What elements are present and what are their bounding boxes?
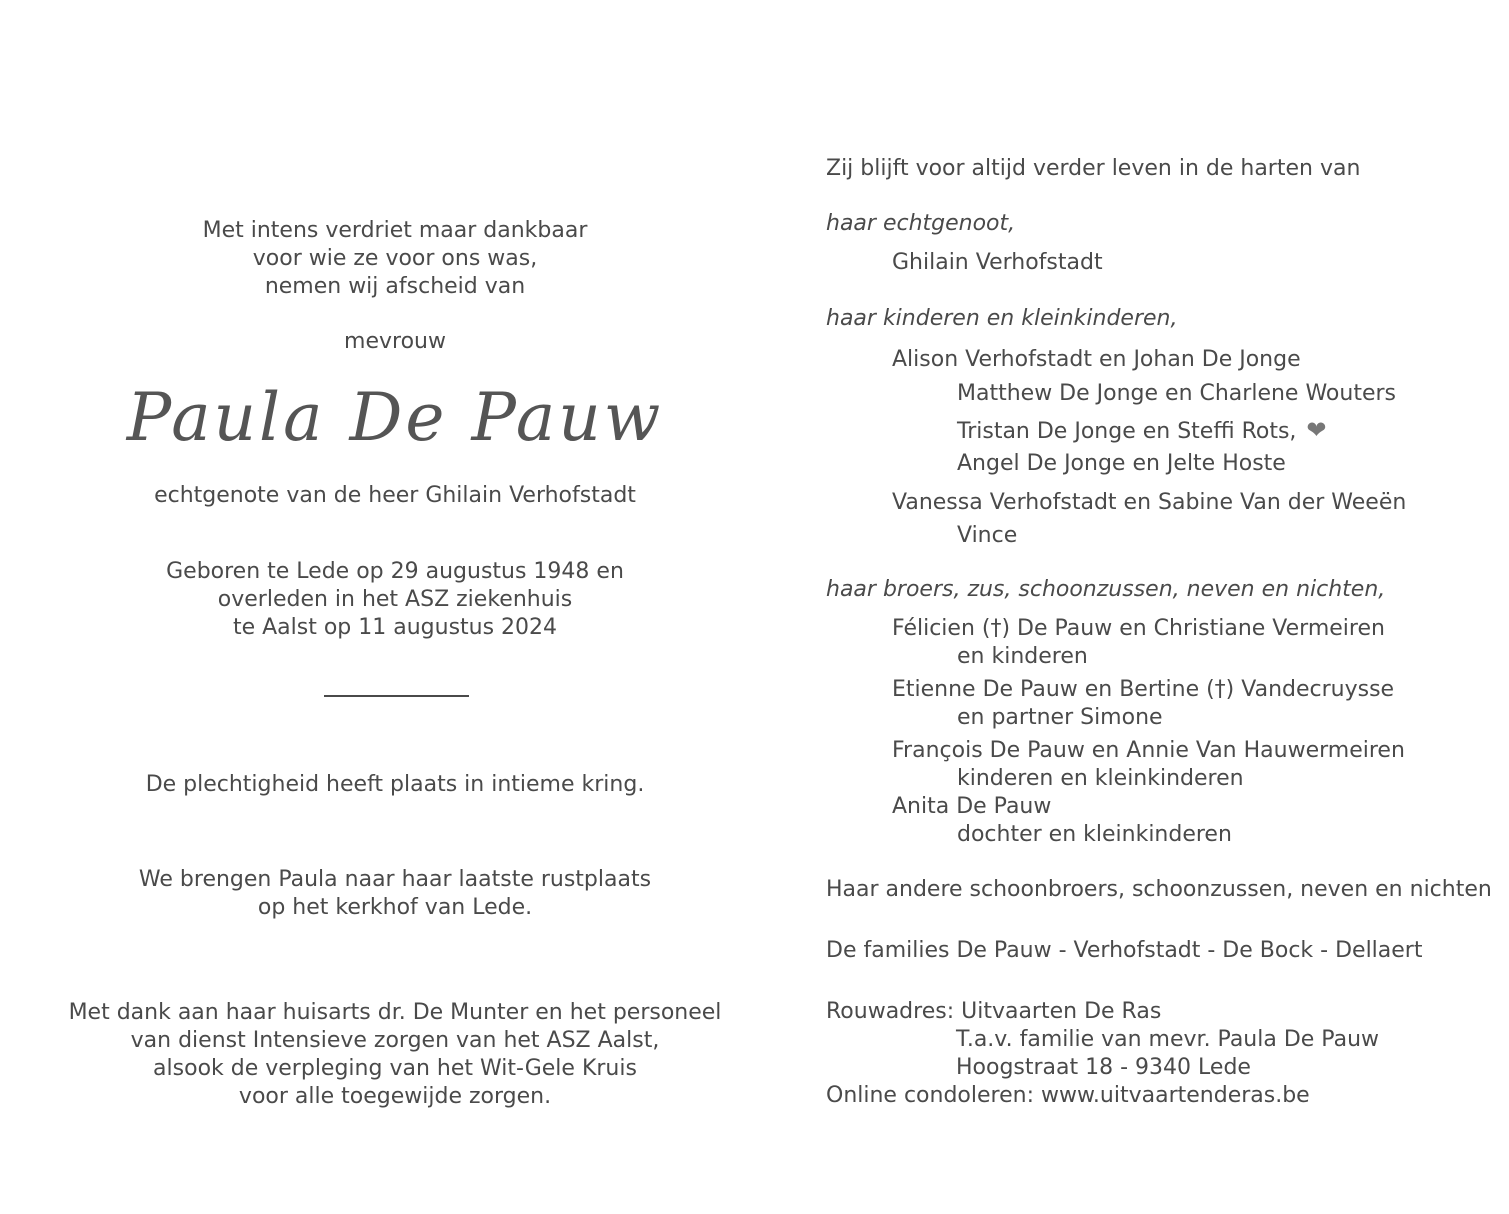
child-line: Vanessa Verhofstadt en Sabine Van der Weeën	[892, 490, 1407, 515]
sibling-subline: en partner Simone	[957, 705, 1163, 730]
sibling-subline: dochter en kleinkinderen	[957, 822, 1232, 847]
rest-line: op het kerkhof van Lede.	[257, 895, 533, 920]
thanks-line: voor alle toegewijde zorgen.	[238, 1084, 552, 1109]
sibling-line: Anita De Pauw	[892, 794, 1052, 819]
families-line: De families De Pauw - Verhofstadt - De Bock - Dellaert	[826, 938, 1423, 963]
online-condolence: Online condoleren: www.uitvaartenderas.be	[826, 1083, 1310, 1108]
intro-line: voor wie ze voor ons was,	[252, 246, 538, 271]
sibling-subline: en kinderen	[957, 644, 1088, 669]
sibling-line: Félicien (†) De Pauw en Christiane Vermeiren	[892, 616, 1385, 641]
divider	[324, 695, 469, 697]
birth-death-line: overleden in het ASZ ziekenhuis	[217, 587, 573, 612]
children-heading: haar kinderen en kleinkinderen,	[826, 306, 1178, 331]
grandchild-line: Angel De Jonge en Jelte Hoste	[957, 451, 1286, 476]
grandchild-line: Matthew De Jonge en Charlene Wouters	[957, 381, 1396, 406]
heart-icon: ❤	[1306, 416, 1327, 444]
child-line: Alison Verhofstadt en Johan De Jonge	[892, 347, 1301, 372]
thanks-line: Met dank aan haar huisarts dr. De Munter en het personeel	[68, 1000, 722, 1025]
spouse-name: Ghilain Verhofstadt	[892, 250, 1103, 275]
spouse-line: echtgenote van de heer Ghilain Verhofstadt	[154, 483, 636, 508]
intro-line: nemen wij afscheid van	[264, 274, 526, 299]
address-line: Hoogstraat 18 - 9340 Lede	[956, 1055, 1251, 1080]
right-intro: Zij blijft voor altijd verder leven in de harten van	[826, 156, 1361, 181]
sibling-line: Etienne De Pauw en Bertine (†) Vandecruysse	[892, 677, 1395, 702]
spouse-heading: haar echtgenoot,	[826, 211, 1016, 236]
address-line: T.a.v. familie van mevr. Paula De Pauw	[956, 1027, 1380, 1052]
thanks-line: van dienst Intensieve zorgen van het ASZ Aalst,	[130, 1028, 660, 1053]
birth-death-line: Geboren te Lede op 29 augustus 1948 en	[166, 559, 624, 584]
sibling-subline: kinderen en kleinkinderen	[957, 766, 1244, 791]
salutation: mevrouw	[344, 329, 446, 354]
birth-death-line: te Aalst op 11 augustus 2024	[232, 615, 558, 640]
sibling-line: François De Pauw en Annie Van Hauwermeiren	[892, 738, 1405, 763]
thanks-line: alsook de verpleging van het Wit-Gele Kruis	[153, 1056, 637, 1081]
deceased-name: Paula De Pauw	[126, 379, 664, 456]
siblings-heading: haar broers, zus, schoonzussen, neven en nichten,	[826, 577, 1386, 602]
intro-line: Met intens verdriet maar dankbaar	[202, 218, 588, 243]
grandchild-line: Vince	[957, 523, 1018, 548]
other-relatives: Haar andere schoonbroers, schoonzussen, neven en nichten	[826, 877, 1492, 902]
ceremony-line: De plechtigheid heeft plaats in intieme kring.	[145, 772, 645, 797]
grandchild-line: Tristan De Jonge en Steffi Rots, ❤	[957, 416, 1327, 444]
address-label: Rouwadres: Uitvaarten De Ras	[826, 999, 1162, 1024]
rest-line: We brengen Paula naar haar laatste rustplaats	[138, 867, 652, 892]
